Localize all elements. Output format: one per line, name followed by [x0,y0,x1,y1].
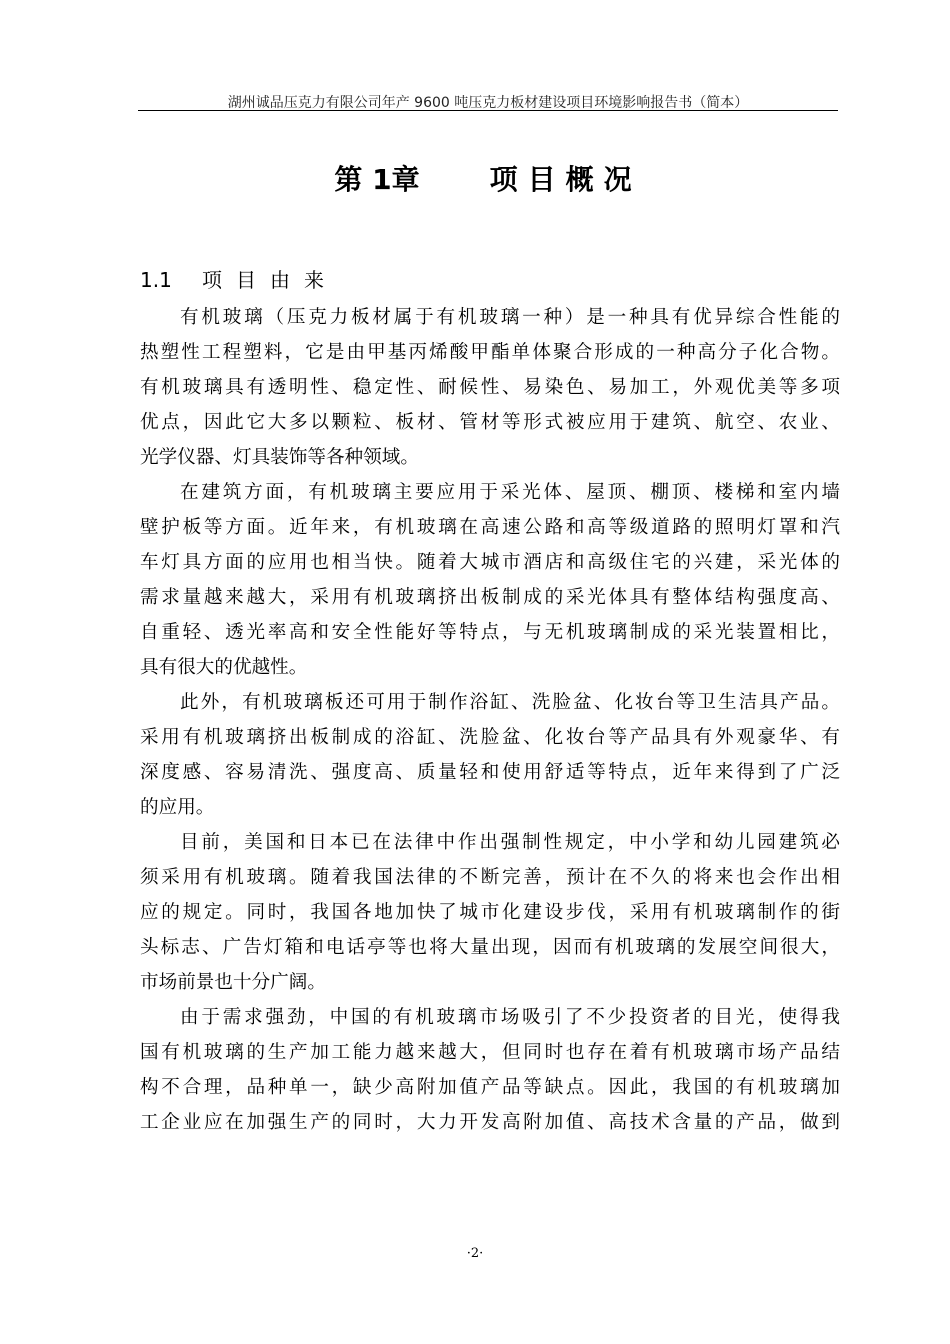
text-line: 由于需求强劲，中国的有机玻璃市场吸引了不少投资者的目光，使得我 [180,1007,840,1028]
chapter-title [138,158,838,198]
header-rule [138,110,838,111]
text-line: 目前，美国和日本已在法律中作出强制性规定，中小学和幼儿园建筑必 [180,832,840,853]
section-number: 1.1 [140,268,172,292]
paragraph [140,300,840,475]
text-line: 工企业应在加强生产的同时，大力开发高附加值、高技术含量的产品，做到 [140,1112,840,1133]
text-line: 具有很大的优越性。 [140,657,308,678]
paragraph [140,1000,840,1140]
text-line: 优点，因此它大多以颗粒、板材、管材等形式被应用于建筑、航空、农业、 [140,412,840,433]
text-line: 市场前景也十分广阔。 [140,972,326,993]
section-title: 项目由来 [202,268,338,292]
text-line: 的应用。 [140,797,215,818]
text-line: 采用有机玻璃挤出板制成的浴缸、洗脸盆、化妆台等产品具有外观豪华、有 [140,727,840,748]
paragraph [140,825,840,1000]
text-line: 须采用有机玻璃。随着我国法律的不断完善，预计在不久的将来也会作出相 [140,867,840,888]
text-line: 热塑性工程塑料，它是由甲基丙烯酸甲酯单体聚合形成的一种高分子化合物。 [140,342,840,363]
text-line: 自重轻、透光率高和安全性能好等特点，与无机玻璃制成的采光装置相比， [140,622,840,643]
text-line: 壁护板等方面。近年来，有机玻璃在高速公路和高等级道路的照明灯罩和汽 [140,517,840,538]
chapter-number: 第 1章 [334,163,420,196]
text-line: 此外，有机玻璃板还可用于制作浴缸、洗脸盆、化妆台等卫生洁具产品。 [180,692,840,713]
text-line: 头标志、广告灯箱和电话亭等也将大量出现，因而有机玻璃的发展空间很大， [140,937,840,958]
text-line: 有机玻璃具有透明性、稳定性、耐候性、易染色、易加工，外观优美等多项 [140,377,840,398]
text-line: 有机玻璃（压克力板材属于有机玻璃一种）是一种具有优异综合性能的 [180,307,840,328]
paragraph [140,685,840,825]
text-line: 在建筑方面，有机玻璃主要应用于采光体、屋顶、棚顶、楼梯和室内墙 [180,482,840,503]
body-text [140,300,840,1140]
chapter-name: 项目概况 [489,163,642,196]
page-number: ·2· [466,1246,484,1261]
text-line: 构不合理，品种单一，缺少高附加值产品等缺点。因此，我国的有机玻璃加 [140,1077,840,1098]
paragraph [140,475,840,685]
text-line: 需求量越来越大，采用有机玻璃挤出板制成的采光体具有整体结构强度高、 [140,587,840,608]
text-line: 应的规定。同时，我国各地加快了城市化建设步伐，采用有机玻璃制作的街 [140,902,840,923]
text-line: 车灯具方面的应用也相当快。随着大城市酒店和高级住宅的兴建，采光体的 [140,552,840,573]
text-line: 国有机玻璃的生产加工能力越来越大，但同时也存在着有机玻璃市场产品结 [140,1042,840,1063]
text-line: 光学仪器、灯具装饰等各种领域。 [140,447,419,468]
section-heading [140,264,338,293]
text-line: 深度感、容易清洗、强度高、质量轻和使用舒适等特点，近年来得到了广泛 [140,762,840,783]
running-header: 湖州诚品压克力有限公司年产 9600 吨压克力板材建设项目环境影响报告书（简本） [227,95,749,111]
